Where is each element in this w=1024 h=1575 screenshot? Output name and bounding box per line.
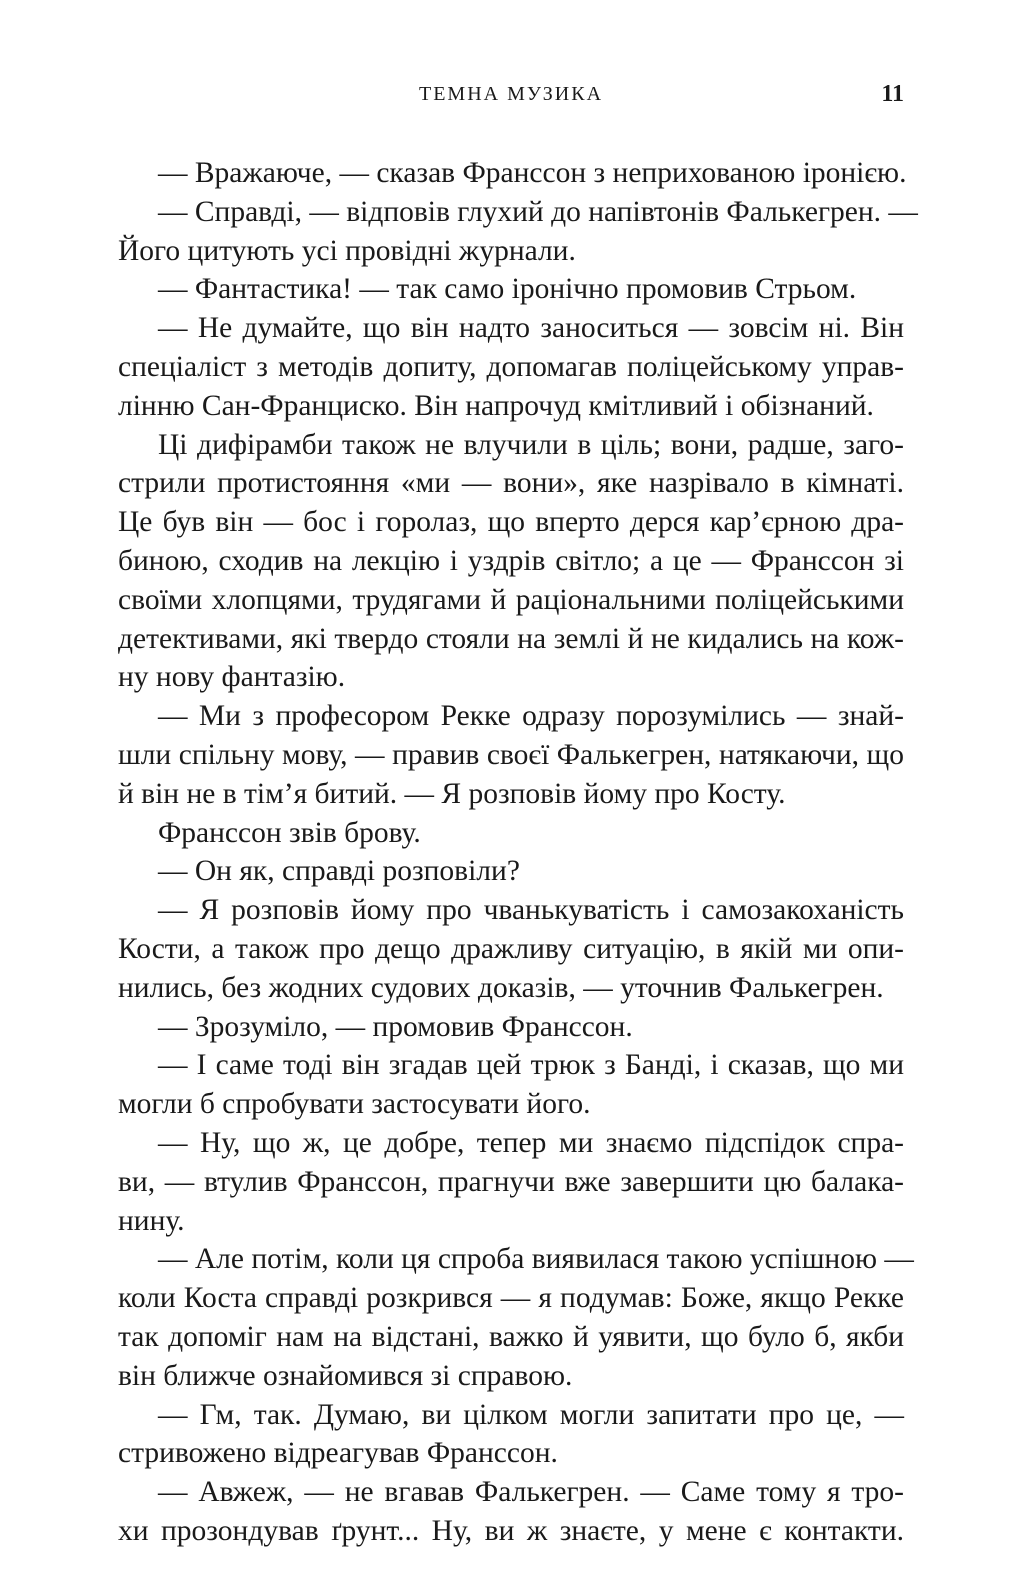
text-line: Ці дифірамби також не влучили в ціль; вони, радше, заго- [158, 428, 904, 461]
body-text [118, 154, 918, 1551]
text-line: биною, сходив на лекцію і уздрів світло; а це — Франссон зі [118, 544, 904, 577]
text-line: своїми хлопцями, трудягами й раціональними поліцейськими [118, 583, 904, 616]
text-line: — Авжеж, — не вгавав Фалькегрен. — Саме тому я тро- [158, 1476, 904, 1509]
text-line: — Гм, так. Думаю, ви цілком могли запитати про це, — [158, 1398, 904, 1431]
page-header [118, 80, 904, 110]
text-line: лінню Сан-Франциско. Він напрочуд кмітливий і обізнаний. [118, 389, 874, 422]
text-line: — Ну, що ж, це добре, тепер ми знаємо підспідок спра- [158, 1126, 904, 1159]
text-line: — І саме тоді він згадав цей трюк з Банді, і сказав, що ми [158, 1049, 904, 1082]
text-line: й він не в тім’я битий. — Я розповів йому про Косту. [118, 777, 786, 810]
text-line: — Ми з професором Рекке одразу порозумілись — знай- [158, 700, 904, 733]
text-line: нину. [118, 1204, 185, 1237]
page-number: 11 [881, 81, 904, 107]
text-line: шли спільну мову, — правив своєї Фалькегрен, натякаючи, що [118, 738, 904, 771]
text-line: стрили протистояння «ми — вони», яке назрівало в кімнаті. [118, 467, 904, 500]
text-line: ну нову фантазію. [118, 661, 346, 694]
text-line: коли Коста справді розкрився — я подумав: Боже, якщо Рекке [118, 1282, 904, 1315]
text-line: спеціаліст з методів допиту, допомагав поліцейському управ- [118, 350, 904, 383]
text-line: хи прозондував ґрунт... Ну, ви ж знаєте, у мене є контакти. [118, 1514, 904, 1547]
text-line: детективами, які твердо стояли на землі й не кидались на кож- [118, 622, 904, 655]
text-line: — Не думайте, що він надто заноситься — зовсім ні. Він [158, 312, 904, 345]
running-title: ТЕМНА МУЗИКА [418, 83, 604, 105]
text-line: — Вражаюче, — сказав Франссон з неприхованою іронією. [158, 157, 907, 189]
text-line: — Он як, справді розповіли? [158, 855, 520, 888]
text-line: так допоміг нам на відстані, важко й уявити, що було б, якби [118, 1320, 904, 1353]
text-line: — Зрозуміло, — промовив Франссон. [158, 1010, 633, 1043]
text-line: стривожено відреагував Франссон. [118, 1437, 558, 1470]
text-line: — Фантастика! — так само іронічно промовив Стрьом. [158, 273, 857, 306]
text-line: Кости, а також про дещо дражливу ситуацію, в якій ми опи- [118, 932, 904, 965]
text-line: він ближче ознайомився зі справою. [118, 1359, 573, 1392]
text-line: нились, без жодних судових доказів, — уточнив Фалькегрен. [118, 971, 884, 1004]
text-line: — Але потім, коли ця спроба виявилася такою успішною — [158, 1243, 914, 1276]
text-line: Це був він — бос і горолаз, що вперто дерся кар’єрною дра- [118, 506, 904, 539]
text-line: могли б спробувати застосувати його. [118, 1088, 591, 1121]
text-line: Франссон звів брову. [158, 816, 421, 849]
text-line: Його цитують усі провідні журнали. [118, 234, 576, 267]
text-line: — Я розповів йому про чванькуватість і самозакоханість [158, 894, 904, 927]
text-line: — Справді, — відповів глухий до напівтонів Фалькегрен. — [158, 195, 918, 228]
text-line: ви, — втулив Франссон, прагнучи вже завершити цю балака- [118, 1165, 904, 1198]
